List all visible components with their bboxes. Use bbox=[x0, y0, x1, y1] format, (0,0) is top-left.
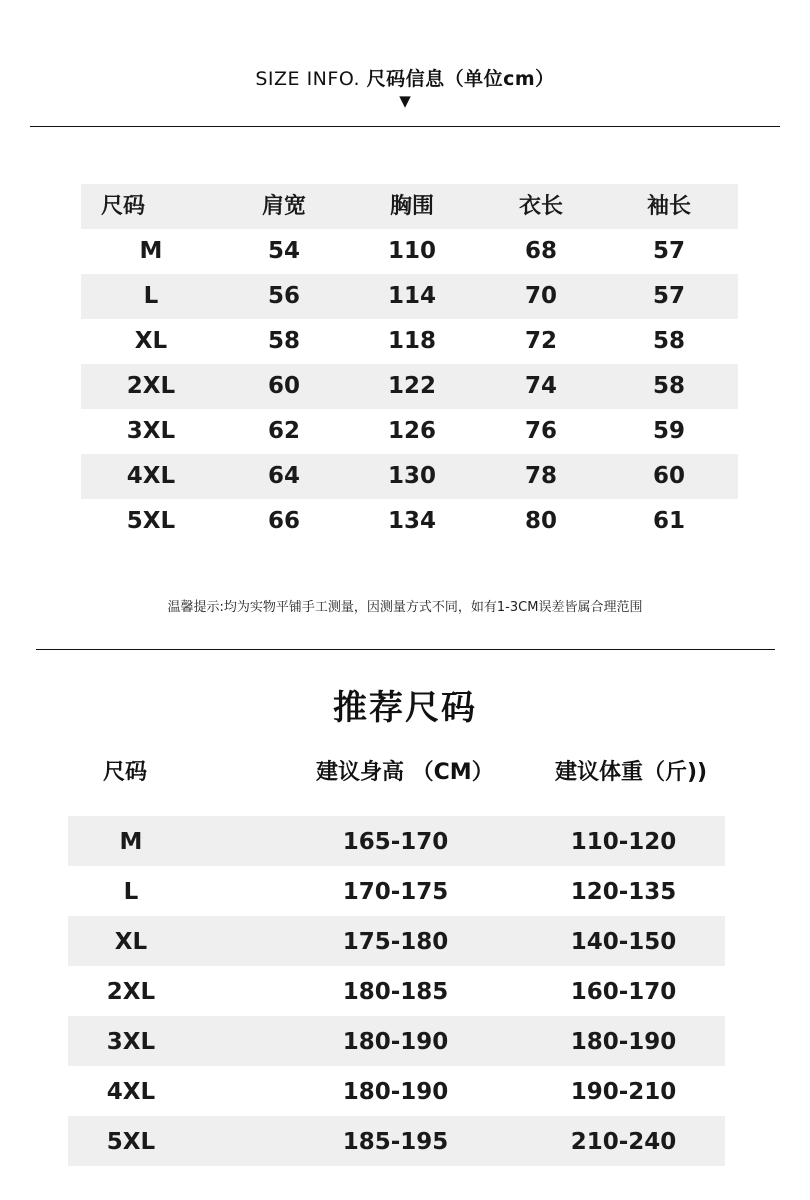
table-row bbox=[68, 1016, 725, 1066]
cell-size: 3XL bbox=[106, 1029, 156, 1055]
cell-chest: 114 bbox=[387, 283, 436, 309]
cell-size: 3XL bbox=[126, 418, 176, 444]
middle-divider bbox=[36, 649, 775, 650]
cell-size: L bbox=[143, 283, 159, 309]
cell-size: 5XL bbox=[106, 1129, 156, 1155]
cell-length: 78 bbox=[524, 463, 557, 489]
cell-size: M bbox=[139, 238, 163, 264]
cell-length: 68 bbox=[524, 238, 557, 264]
top-divider bbox=[30, 126, 780, 127]
table-row bbox=[68, 816, 725, 866]
table-row bbox=[68, 1066, 725, 1116]
cell-size: 4XL bbox=[126, 463, 176, 489]
cell-weight: 120-135 bbox=[570, 879, 677, 905]
cell-height: 180-190 bbox=[342, 1029, 449, 1055]
cell-height: 185-195 bbox=[342, 1129, 449, 1155]
cell-weight: 190-210 bbox=[570, 1079, 677, 1105]
table-row bbox=[68, 1116, 725, 1166]
header-cell-shoulder: 肩宽 bbox=[261, 194, 306, 219]
cell-size: 4XL bbox=[106, 1079, 156, 1105]
cell-shoulder: 62 bbox=[267, 418, 300, 444]
cell-chest: 110 bbox=[387, 238, 436, 264]
size-info-title-en: SIZE INFO. bbox=[255, 68, 361, 90]
recommend-title: 推荐尺码 bbox=[333, 688, 477, 728]
header-cell-chest: 胸围 bbox=[389, 194, 434, 219]
table-row bbox=[68, 916, 725, 966]
recommend-table bbox=[68, 816, 725, 1166]
table-row bbox=[81, 319, 738, 364]
cell-sleeve: 60 bbox=[652, 463, 685, 489]
cell-height: 170-175 bbox=[342, 879, 449, 905]
cell-sleeve: 61 bbox=[652, 508, 685, 534]
table-row bbox=[68, 966, 725, 1016]
cell-shoulder: 60 bbox=[267, 373, 300, 399]
cell-size: XL bbox=[114, 929, 148, 955]
cell-chest: 122 bbox=[387, 373, 436, 399]
recommend-header-size: 尺码 bbox=[103, 760, 148, 785]
table-row bbox=[81, 499, 738, 544]
cell-length: 76 bbox=[524, 418, 557, 444]
cell-chest: 134 bbox=[387, 508, 436, 534]
table-row bbox=[81, 364, 738, 409]
cell-weight: 160-170 bbox=[570, 979, 677, 1005]
recommend-header-weight: 建议体重（斤)) bbox=[555, 760, 708, 785]
cell-size: 2XL bbox=[106, 979, 156, 1005]
cell-size: XL bbox=[134, 328, 168, 354]
cell-shoulder: 56 bbox=[267, 283, 300, 309]
cell-size: 5XL bbox=[126, 508, 176, 534]
measurement-note: 温馨提示:均为实物平铺手工测量，因测量方式不同，如有1-3CM误差皆属合理范围 bbox=[167, 600, 643, 615]
cell-shoulder: 64 bbox=[267, 463, 300, 489]
cell-weight: 210-240 bbox=[570, 1129, 677, 1155]
size-table-header bbox=[81, 184, 738, 229]
cell-chest: 130 bbox=[387, 463, 436, 489]
recommend-header-height: 建议身高 （CM） bbox=[316, 760, 494, 785]
cell-shoulder: 54 bbox=[267, 238, 300, 264]
cell-length: 74 bbox=[524, 373, 557, 399]
cell-sleeve: 57 bbox=[652, 283, 685, 309]
cell-shoulder: 66 bbox=[267, 508, 300, 534]
table-row bbox=[68, 866, 725, 916]
cell-weight: 180-190 bbox=[570, 1029, 677, 1055]
cell-weight: 140-150 bbox=[570, 929, 677, 955]
size-table bbox=[81, 184, 738, 544]
size-info-title bbox=[0, 64, 810, 91]
cell-weight: 110-120 bbox=[570, 829, 677, 855]
down-triangle-icon: ▼ bbox=[399, 92, 411, 110]
cell-sleeve: 59 bbox=[652, 418, 685, 444]
table-row bbox=[81, 274, 738, 319]
cell-length: 70 bbox=[524, 283, 557, 309]
cell-height: 180-190 bbox=[342, 1079, 449, 1105]
size-info-title-cn: 尺码信息（单位cm） bbox=[366, 68, 555, 90]
cell-length: 72 bbox=[524, 328, 557, 354]
cell-size: M bbox=[119, 829, 143, 855]
table-row bbox=[81, 409, 738, 454]
table-row bbox=[81, 454, 738, 499]
cell-sleeve: 58 bbox=[652, 328, 685, 354]
cell-size: L bbox=[123, 879, 139, 905]
header-cell-sleeve: 袖长 bbox=[646, 194, 691, 219]
cell-length: 80 bbox=[524, 508, 557, 534]
table-row bbox=[81, 229, 738, 274]
cell-height: 165-170 bbox=[342, 829, 449, 855]
cell-height: 175-180 bbox=[342, 929, 449, 955]
cell-sleeve: 57 bbox=[652, 238, 685, 264]
header-cell-size: 尺码 bbox=[101, 194, 146, 219]
cell-shoulder: 58 bbox=[267, 328, 300, 354]
cell-height: 180-185 bbox=[342, 979, 449, 1005]
cell-size: 2XL bbox=[126, 373, 176, 399]
cell-chest: 118 bbox=[387, 328, 436, 354]
cell-sleeve: 58 bbox=[652, 373, 685, 399]
cell-chest: 126 bbox=[387, 418, 436, 444]
header-cell-length: 衣长 bbox=[518, 194, 563, 219]
